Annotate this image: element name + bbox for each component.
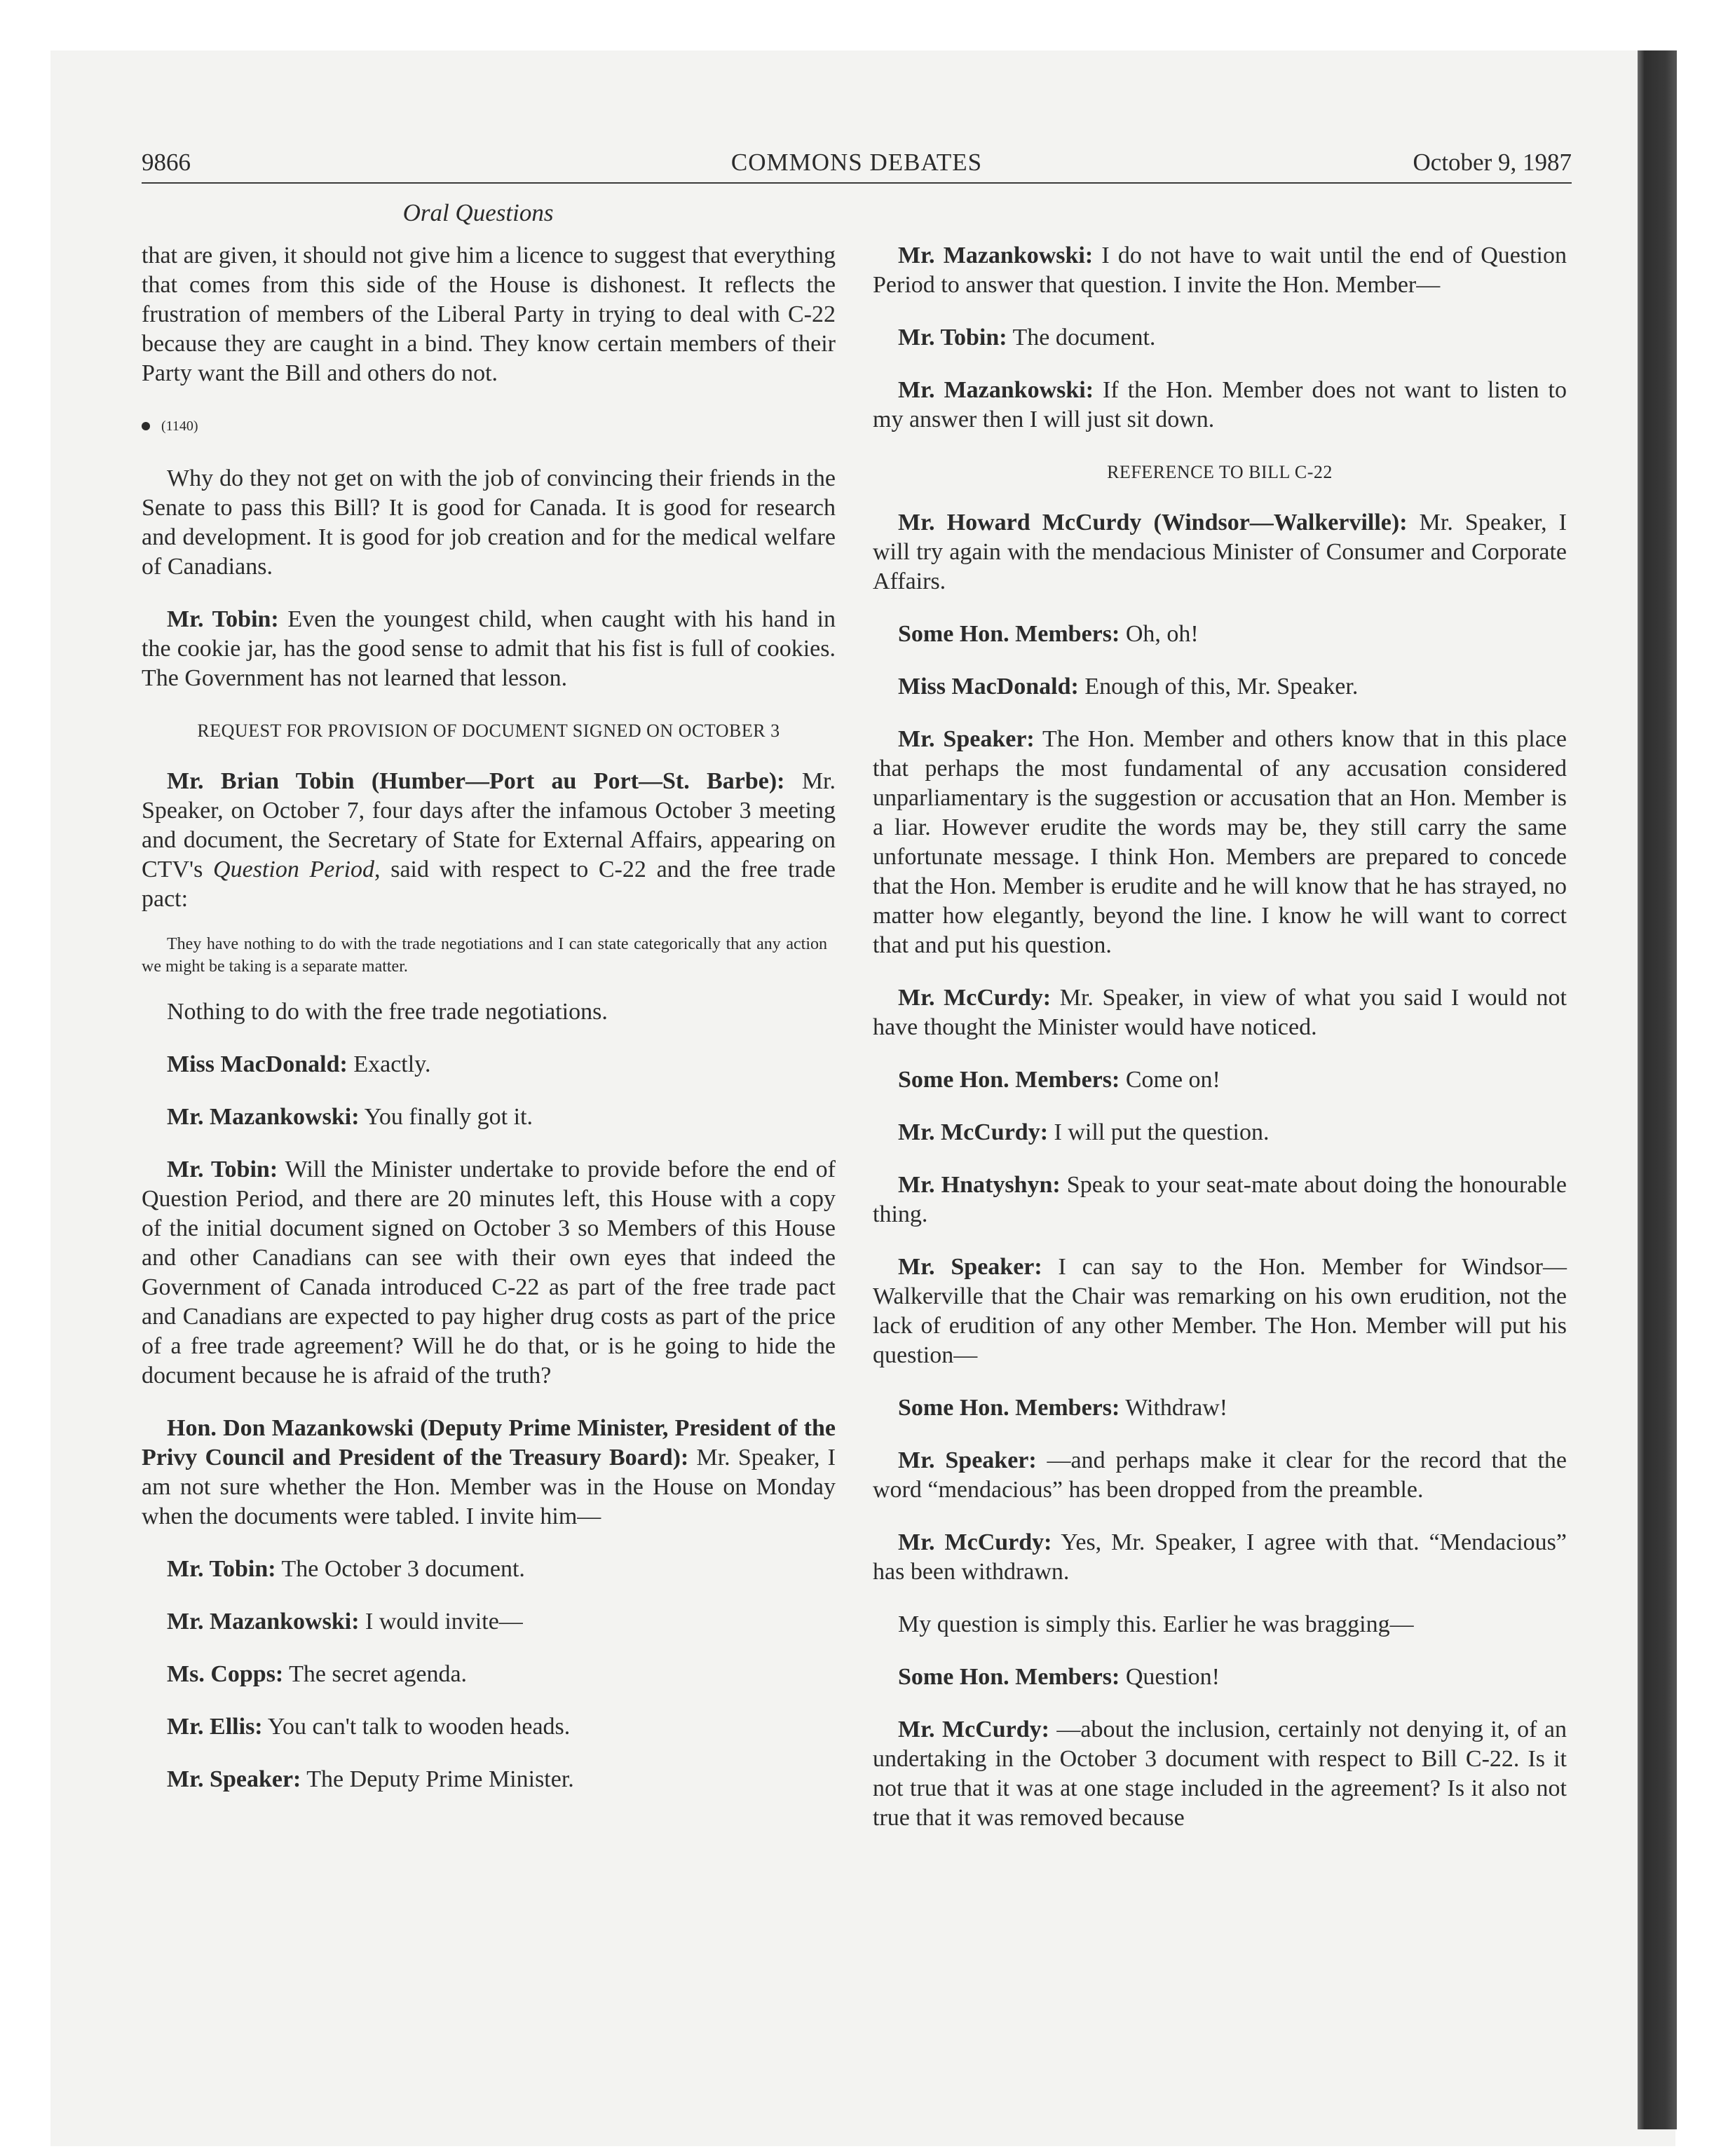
speaker-name: Mr. Tobin: xyxy=(167,1556,276,1582)
speech xyxy=(873,1393,1567,1423)
speech xyxy=(873,508,1567,596)
speaker-name: Mr. Ellis: xyxy=(167,1714,263,1740)
speech xyxy=(142,1103,836,1132)
speech-text: Withdraw! xyxy=(1120,1395,1228,1421)
speech xyxy=(873,725,1567,960)
speaker-name: Mr. Speaker: xyxy=(167,1766,301,1792)
speech xyxy=(142,1712,836,1742)
speaker-name: Miss MacDonald: xyxy=(898,674,1079,700)
speech xyxy=(873,323,1567,353)
speaker-name: Mr. Mazankowski: xyxy=(898,377,1094,403)
speaker-name: Mr. Speaker: xyxy=(898,1447,1037,1473)
speech xyxy=(873,1446,1567,1505)
time-marker-text: (1140) xyxy=(161,418,198,434)
speaker-name: Mr. McCurdy: xyxy=(898,1529,1052,1555)
speech xyxy=(142,1765,836,1794)
speaker-name: Mr. McCurdy: xyxy=(898,1717,1049,1742)
speech xyxy=(142,1414,836,1531)
speech-text: I can say to the Hon. Member for Windsor—Walkerville that the Chair was remarking on his own erudition, not the lack of erudition of any other Member. The Hon. Member will put his question— xyxy=(873,1254,1567,1368)
speech xyxy=(142,1607,836,1637)
speaker-name: Mr. McCurdy: xyxy=(898,1119,1049,1145)
speech xyxy=(873,376,1567,435)
speaker-name: Mr. Mazankowski: xyxy=(167,1609,360,1635)
speech-text: The October 3 document. xyxy=(275,1556,525,1582)
time-marker xyxy=(142,411,836,441)
speaker-name: Miss MacDonald: xyxy=(167,1051,348,1077)
page-binding-edge xyxy=(1638,50,1677,2129)
speech-text: Question! xyxy=(1120,1664,1220,1690)
speech-text: Mr. Speaker, in view of what you said I would not have thought the Minister would have noticed. xyxy=(873,985,1567,1040)
speech xyxy=(873,1715,1567,1833)
speaker-name: Mr. Hnatyshyn: xyxy=(898,1172,1061,1198)
publication-title: COMMONS DEBATES xyxy=(730,149,983,176)
speech xyxy=(142,605,836,693)
speech-text: —about the inclusion, certainly not denying it, of an undertaking in the October 3 document with respect to Bill C-22. Is it not true that it was at one stage included in the agreement? Is it also not true that it was removed because xyxy=(873,1717,1567,1831)
speech xyxy=(873,1118,1567,1147)
speaker-name: Mr. Tobin: xyxy=(167,1157,278,1182)
left-column xyxy=(142,241,836,1817)
speech xyxy=(873,672,1567,702)
speech-text: The Deputy Prime Minister. xyxy=(301,1766,574,1792)
speech xyxy=(142,1155,836,1391)
speech-text: , said with respect to C-22 and the free trade pact: xyxy=(142,857,836,912)
speech-text: The document. xyxy=(1007,325,1156,350)
speaker-name: Some Hon. Members: xyxy=(898,1395,1120,1421)
speech xyxy=(873,241,1567,300)
speech-text: Will the Minister undertake to provide before the end of Question Period, and there are 20 minutes left, this House with a copy of the initial document signed on October 3 so Members of this House and other Canadians can see with their own eyes that indeed the Government of Canada introduced C-22 as part of the free trade pact and Canadians are expected to pay higher drug costs as part of the price of a free trade agreement? Will he do that, or is he going to hide the document because he is afraid of the truth? xyxy=(142,1157,836,1389)
speaker-name: Some Hon. Members: xyxy=(898,621,1120,647)
speech-text: Mr. Speaker, on October 7, four days after the infamous October 3 meeting and document, the Secretary of State for External Affairs, appearing on CTV's xyxy=(142,768,836,882)
section-title: Oral Questions xyxy=(402,199,554,226)
speech xyxy=(142,767,836,914)
speaker-name: Ms. Copps: xyxy=(167,1661,284,1687)
speech-text: You can't talk to wooden heads. xyxy=(262,1714,571,1740)
speech-text: Come on! xyxy=(1120,1067,1220,1093)
program-title: Question Period xyxy=(213,857,375,882)
speaker-name: Some Hon. Members: xyxy=(898,1067,1120,1093)
speaker-name: Mr. Mazankowski: xyxy=(898,243,1094,268)
speaker-name: Mr. Brian Tobin (Humber—Port au Port—St. Barbe): xyxy=(167,768,785,794)
speech-text: The Hon. Member and others know that in this place that perhaps the most fundamental of any accusation considered unparliamentary is the suggestion or accusation that an Hon. Member is a liar. However erudite the words may be, they still carry the same unfortunate message. I think Hon. Members are prepared to concede that the Hon. Member is erudite and he will know that he has strayed, no matter how elegantly, beyond the line. I know he will want to correct that and put his question. xyxy=(873,726,1567,958)
speech xyxy=(142,1555,836,1584)
page-header xyxy=(142,146,1572,184)
speech xyxy=(873,1171,1567,1229)
speech-text: Oh, oh! xyxy=(1120,621,1199,647)
speaker-name: Mr. McCurdy: xyxy=(898,985,1052,1011)
speaker-name: Mr. Speaker: xyxy=(898,726,1035,752)
subject-heading: REQUEST FOR PROVISION OF DOCUMENT SIGNED ON OCTOBER 3 xyxy=(197,721,780,741)
speaker-name: Mr. Mazankowski: xyxy=(167,1104,360,1130)
speech-text: I do not have to wait until the end of Question Period to answer that question. I invite the Hon. Member— xyxy=(873,243,1567,298)
page-number: 9866 xyxy=(142,149,191,176)
speech-text: Mr. Speaker, I will try again with the mendacious Minister of Consumer and Corporate Affairs. xyxy=(873,510,1567,594)
speaker-name: Hon. Don Mazankowski (Deputy Prime Minister, President of the Privy Council and President of the Treasury Board): xyxy=(142,1415,836,1471)
paragraph: that are given, it should not give him a licence to suggest that everything that comes from this side of the House is dishonest. It reflects the frustration of members of the Liberal Party in trying to deal with C-22 because they are caught in a bind. They know certain members of their Party want the Bill and others do not. xyxy=(142,243,836,386)
speech-text: Exactly. xyxy=(347,1051,431,1077)
paragraph: Nothing to do with the free trade negotiations. xyxy=(167,999,608,1025)
speech-text: Even the youngest child, when caught with his hand in the cookie jar, has the good sense to admit that his fist is full of cookies. The Government has not learned that lesson. xyxy=(142,606,836,691)
block-quote: They have nothing to do with the trade negotiations and I can state categorically that any action we might be taking is a separate matter. xyxy=(142,935,827,976)
speaker-name: Mr. Howard McCurdy (Windsor—Walkerville): xyxy=(898,510,1408,535)
speech xyxy=(142,1660,836,1689)
subject-heading: REFERENCE TO BILL C-22 xyxy=(1107,462,1333,482)
speech-text: Mr. Speaker, I am not sure whether the Hon. Member was in the House on Monday when the documents were tabled. I invite him— xyxy=(142,1445,836,1529)
speech xyxy=(873,620,1567,649)
speech xyxy=(873,1065,1567,1095)
right-column xyxy=(873,241,1567,1856)
speech xyxy=(873,1663,1567,1692)
speaker-name: Some Hon. Members: xyxy=(898,1664,1120,1690)
speech-text: You finally got it. xyxy=(359,1104,533,1130)
speech-text: The secret agenda. xyxy=(283,1661,468,1687)
paragraph: My question is simply this. Earlier he was bragging— xyxy=(898,1611,1414,1637)
speech xyxy=(873,983,1567,1042)
speaker-name: Mr. Tobin: xyxy=(898,325,1007,350)
speech-text: —and perhaps make it clear for the record that the word “mendacious” has been dropped from the preamble. xyxy=(873,1447,1567,1503)
speaker-name: Mr. Speaker: xyxy=(898,1254,1042,1280)
speech-text: I will put the question. xyxy=(1048,1119,1270,1145)
speech-text: Yes, Mr. Speaker, I agree with that. “Mendacious” has been withdrawn. xyxy=(873,1529,1567,1585)
speech xyxy=(873,1253,1567,1370)
speech-text: Enough of this, Mr. Speaker. xyxy=(1078,674,1359,700)
paragraph: Why do they not get on with the job of convincing their friends in the Senate to pass this Bill? It is good for Canada. It is good for research and development. It is good for job creation and for the medical welfare of Canadians. xyxy=(142,465,836,580)
bullet-icon xyxy=(142,422,150,430)
publication-date: October 9, 1987 xyxy=(1413,149,1572,176)
speech xyxy=(873,1528,1567,1587)
speech xyxy=(142,1050,836,1079)
speech-text: If the Hon. Member does not want to listen to my answer then I will just sit down. xyxy=(873,377,1567,432)
speech-text: Speak to your seat-mate about doing the honourable thing. xyxy=(873,1172,1567,1227)
speech-text: I would invite— xyxy=(359,1609,523,1635)
speaker-name: Mr. Tobin: xyxy=(167,606,279,632)
